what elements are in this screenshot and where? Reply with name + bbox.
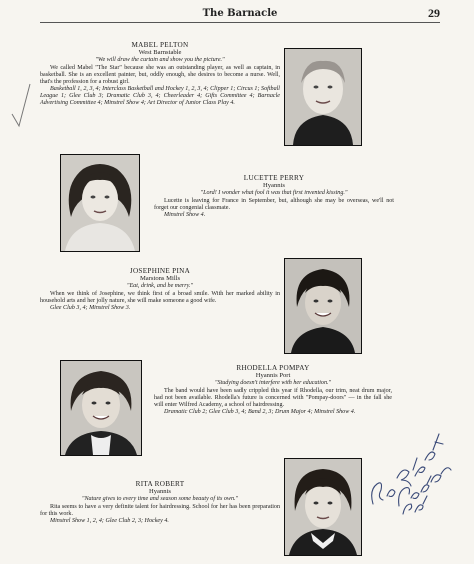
student-photo-rita-robert bbox=[284, 458, 362, 556]
portrait-image bbox=[61, 155, 139, 251]
student-activities: Minstrel Show 1, 2, 4; Glee Club 2, 3; Hockey 4. bbox=[50, 518, 169, 524]
student-quote: "We will draw the curtain and show you the picture." bbox=[95, 57, 225, 63]
publication-title: The Barnacle bbox=[202, 8, 278, 19]
student-photo-rhodella-pompay bbox=[60, 360, 142, 456]
student-name: MABEL PELTON bbox=[131, 41, 189, 49]
student-entry-rhodella-pompay bbox=[154, 365, 392, 416]
student-bio: The band would have been sadly crippled this year if Rhodella, our trim, neat drum major, had not been available. Rhodella's future is concerned with "Pompay-doors" — in the fall she will enter Wilfred Academy, a school of hairdressing. bbox=[154, 388, 392, 408]
student-bio: We called Mabel "The Star" because she was an outstanding player, as well as captain, in basketball. She is an excellent painter, but, oddly enough, she desires to become a nurse. Well, that's the profession for a robust girl. bbox=[40, 65, 280, 85]
student-town: West Barnstable bbox=[138, 49, 182, 56]
portrait-image bbox=[285, 49, 361, 145]
student-quote: "Studying doesn't interfere with her education." bbox=[214, 380, 332, 386]
student-photo-lucette-perry bbox=[60, 154, 140, 252]
student-quote: "Nature gives to every time and season some beauty of its own." bbox=[81, 496, 239, 502]
student-activities: Basketball 1, 2, 3, 4; Interclass Basketball and Hockey 1, 2, 3, 4; Clipper 1; Circus 1; Softball League 1; Glee Club 3; Dramatic Club 3, 4; Cheerleader 4; Gifts Committee 4; Barnacle Advertising Committee 4; Minstrel Show 4; Art Director of Junior Class Play 4. bbox=[40, 86, 280, 106]
student-name: LUCETTE PERRY bbox=[243, 174, 305, 182]
student-entry-mabel-pelton bbox=[40, 42, 280, 107]
student-bio: Lucette is leaving for France in September, but, although she may be overseas, we'll not forget our congenial classmate. bbox=[154, 198, 394, 211]
student-activities: Minstrel Show 4. bbox=[164, 212, 206, 218]
student-photo-josephine-pina bbox=[284, 258, 362, 354]
student-bio: Rita seems to have a very definite talent for hairdressing. School for her has been preparation for this work. bbox=[40, 504, 280, 517]
page-header bbox=[40, 6, 440, 23]
portrait-image bbox=[285, 259, 361, 353]
student-activities: Glee Club 3, 4; Minstrel Show 3. bbox=[50, 305, 131, 311]
student-town: Marstons Mills bbox=[139, 275, 181, 282]
student-quote: "Eat, drink, and be merry." bbox=[126, 283, 194, 289]
portrait-image bbox=[285, 459, 361, 555]
pencil-check-mark bbox=[10, 80, 32, 130]
student-name: RHODELLA POMPAY bbox=[236, 364, 310, 372]
student-name: JOSEPHINE PINA bbox=[129, 267, 191, 275]
portrait-image bbox=[61, 361, 141, 455]
student-photo-mabel-pelton bbox=[284, 48, 362, 146]
student-bio: When we think of Josephine, we think first of a broad smile. With her marked ability in household arts and her jolly nature, she will make someone a good wife. bbox=[40, 291, 280, 304]
student-town: Hyannis bbox=[149, 488, 171, 495]
student-activities: Dramatic Club 2; Glee Club 3, 4; Band 2, 3; Drum Major 4; Minstrel Show 4. bbox=[164, 409, 356, 415]
student-entry-rita-robert bbox=[40, 481, 280, 525]
page-number: 29 bbox=[428, 6, 440, 20]
handwritten-signature bbox=[363, 420, 463, 515]
student-entry-lucette-perry bbox=[154, 175, 394, 219]
student-town: Hyannis bbox=[263, 182, 285, 189]
student-name: RITA ROBERT bbox=[135, 480, 185, 488]
student-town: Hyannis Port bbox=[255, 372, 291, 379]
student-quote: "Lord! I wonder what fool it was that first invented kissing." bbox=[200, 190, 348, 196]
student-entry-josephine-pina bbox=[40, 268, 280, 312]
